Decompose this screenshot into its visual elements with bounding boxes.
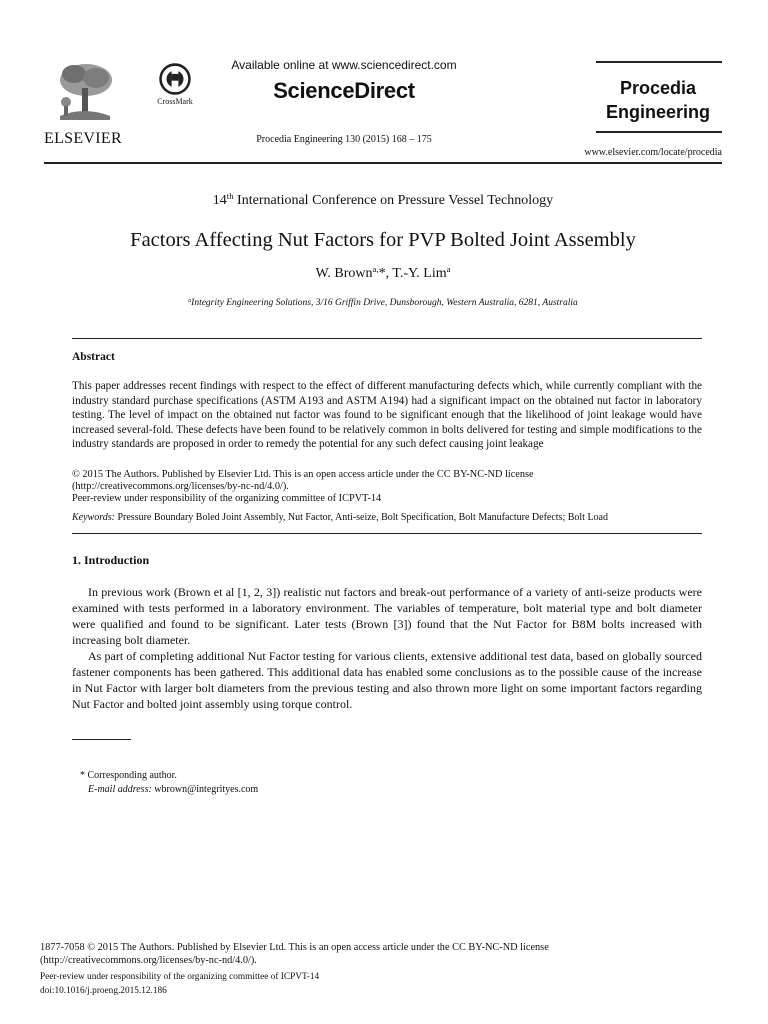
journal-url[interactable]: www.elsevier.com/locate/procedia [584,147,722,158]
section-heading-introduction: 1. Introduction [72,553,150,567]
journal-box-top-rule [596,61,722,63]
abstract-license-link[interactable]: (http://creativecommons.org/licenses/by-nc-nd/4.0/). [72,481,289,492]
footnote-rule [72,739,131,740]
journal-box-title-1: Procedia [619,78,697,98]
conference-name [44,193,722,209]
abstract-peer-review: Peer-review under responsibility of the organizing committee of ICPVT-14 [72,493,382,504]
paper-title: Factors Affecting Nut Factors for PVP Bolted Joint Assembly [130,229,636,251]
intro-paragraph-1: In previous work (Brown et al [1, 2, 3]) realistic nut factors and break-out performance of a variety of anti-seize products were examined with tests performed in a laboratory environment. The variables of temperature, bolt material type and bolt diameter were qualified and found to be significant. Later tests (Brown [3]) found that the Nut Factor for B8M bolts increased with increasing bolt diameter. [72,585,702,647]
corresponding-author: * Corresponding author. [80,770,177,781]
conference-rest: International Conference on Pressure Vessel Technology [233,193,554,208]
conference-ordinal-suffix: th [226,191,234,202]
affiliation [44,298,722,308]
intro-paragraph-2: As part of completing additional Nut Factor testing for various clients, extensive additional test data, based on globally sourced fastener components has been gathered. This additional data has enabled some conclusions as to the possible cause of the increase in Nut Factor with larger bolt diameters from the previous testing and also thrown more light on some important factors regarding Nut Factor and bolted joint assembly using torque control. [72,649,702,711]
affiliation-marker: a [188,297,192,304]
footer-issn: 1877-7058 © 2015 The Authors. Published by Elsevier Ltd. This is an open access article under the CC BY-NC-ND license [40,942,549,953]
email-line [88,784,258,795]
journal-box-title-2: Engineering [605,102,710,122]
crossmark-icon [158,62,192,96]
sciencedirect-brand: ScienceDirect [273,78,415,103]
email-address[interactable]: wbrown@integrityes.com [154,784,259,795]
publisher-name: ELSEVIER [44,130,122,147]
available-online: Available online at www.sciencedirect.com [231,58,457,72]
crossmark-label: CrossMark [157,97,193,106]
author-2[interactable]: T.-Y. Lim$^a$ [392,264,451,281]
abstract-heading: Abstract [72,351,115,363]
keywords [72,512,608,523]
author-list: W. Brown$^{a,}$*, T.-Y. Lim$^a$ [315,264,451,281]
affiliation-text: Integrity Engineering Solutions, 3/16 Griffin Drive, Dunsborough, Western Australia, 6281, Australia [191,298,578,308]
abstract-copyright: © 2015 The Authors. Published by Elsevier Ltd. This is an open access article under the CC BY-NC-ND license [72,469,534,480]
email-label: E-mail address: [88,784,152,795]
conference-ordinal: 14 [212,193,227,208]
footer-license-link[interactable]: (http://creativecommons.org/licenses/by-nc-nd/4.0/). [40,955,257,966]
keywords-list: Pressure Boundary Boled Joint Assembly, Nut Factor, Anti-seize, Bolt Specification, Bolt Manufacture Defects; Bolt Load [117,512,608,523]
abstract-top-rule [72,338,702,339]
footer-doi[interactable]: doi:10.1016/j.proeng.2015.12.186 [40,986,167,996]
header-rule [44,162,722,164]
abstract-body: This paper addresses recent findings with respect to the effect of different manufacturing defects which, while currently compliant with the industry standard purchase specifications (ASTM A193 and ASTM A194) had a significant impact on the obtained nut factor in laboratory testing. The level of impact on the obtained nut factor was found to be significant enough that the likelihood of joint leakage would have increased several-fold. These defects have been found to be relatively common in bolts delivered for testing and simple modifications to the industry standards are proposed in order to remedy the potential for any such defect causing joint leakage [72,380,702,450]
author-1[interactable]: W. Brown$^{a,}$* [315,264,386,281]
journal-box-bottom-rule [596,131,722,133]
abstract-bottom-rule [72,533,702,534]
keywords-label: Keywords: [72,512,115,523]
journal-reference: Procedia Engineering 130 (2015) 168 – 175 [256,134,432,145]
elsevier-logo [44,60,124,150]
elsevier-tree-icon [52,60,116,122]
footer-peer-review: Peer-review under responsibility of the organizing committee of ICPVT-14 [40,972,320,982]
